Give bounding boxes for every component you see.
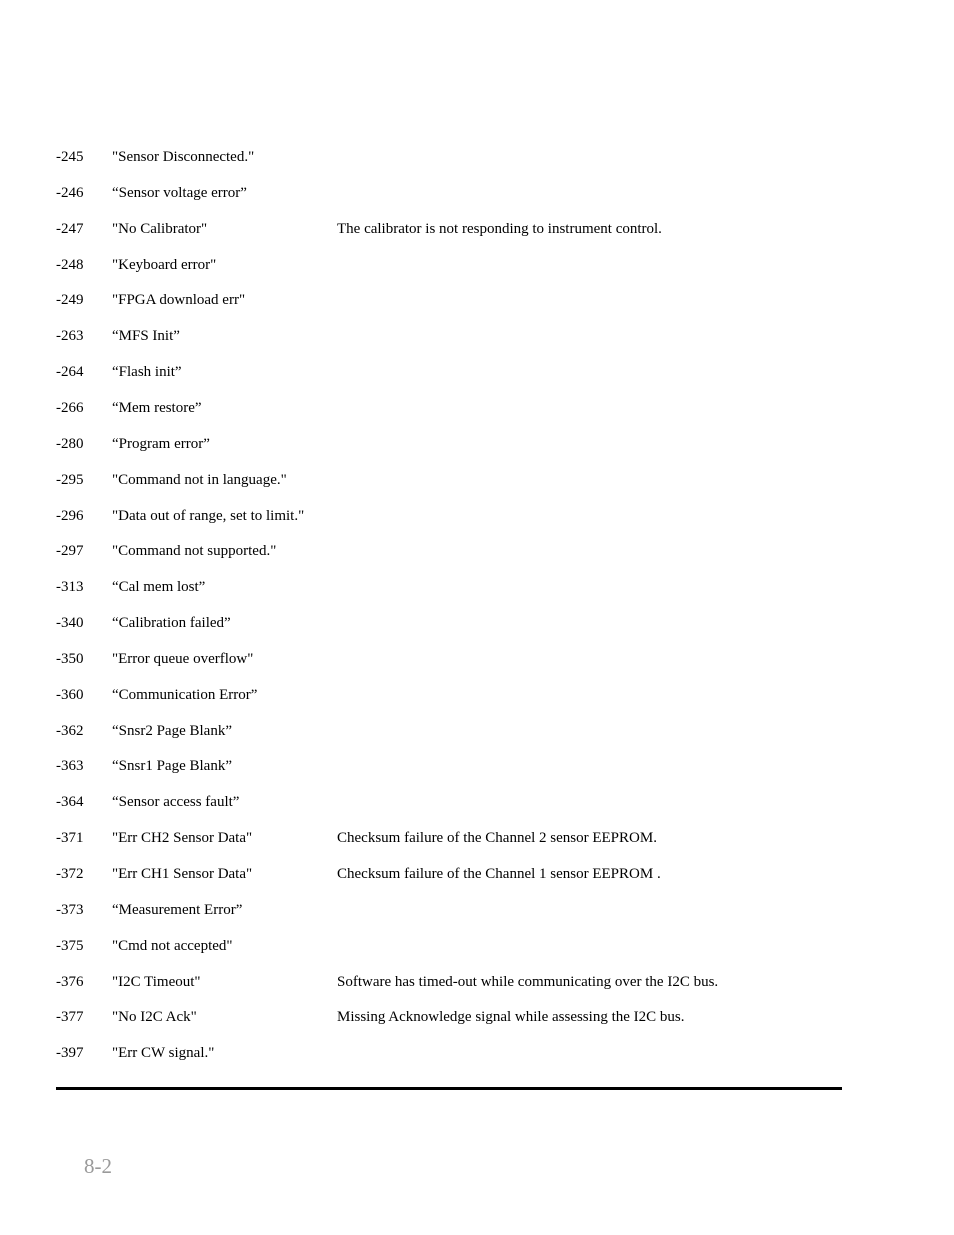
error-code: -295 bbox=[56, 472, 84, 488]
error-code: -280 bbox=[56, 436, 84, 452]
error-message: "Sensor Disconnected." bbox=[112, 149, 255, 165]
page-number: 8-2 bbox=[84, 1154, 112, 1178]
error-code: -296 bbox=[56, 508, 84, 524]
error-message: "Err CH2 Sensor Data" bbox=[112, 830, 253, 846]
error-row bbox=[0, 325, 954, 347]
error-message: “Measurement Error” bbox=[112, 902, 243, 918]
error-code: -376 bbox=[56, 974, 84, 990]
error-message: "Err CW signal." bbox=[112, 1045, 215, 1061]
error-code: -263 bbox=[56, 328, 84, 344]
error-message: "FPGA download err" bbox=[112, 292, 246, 308]
error-message: "No I2C Ack" bbox=[112, 1009, 197, 1025]
error-message: “Sensor voltage error” bbox=[112, 185, 247, 201]
error-description: Missing Acknowledge signal while assessing the I2C bus. bbox=[337, 1009, 685, 1025]
error-code: -246 bbox=[56, 185, 84, 201]
error-row bbox=[0, 182, 954, 204]
error-message: "I2C Timeout" bbox=[112, 974, 201, 990]
error-row bbox=[0, 433, 954, 455]
error-row bbox=[0, 254, 954, 276]
error-row bbox=[0, 146, 954, 168]
error-row bbox=[0, 791, 954, 813]
error-description: Checksum failure of the Channel 2 sensor EEPROM. bbox=[337, 830, 657, 846]
error-code: -313 bbox=[56, 579, 84, 595]
error-code: -397 bbox=[56, 1045, 84, 1061]
error-row bbox=[0, 612, 954, 634]
error-message: “Snsr1 Page Blank” bbox=[112, 758, 232, 774]
error-message: "Cmd not accepted" bbox=[112, 938, 233, 954]
error-description: The calibrator is not responding to instrument control. bbox=[337, 221, 662, 237]
error-row bbox=[0, 576, 954, 598]
error-code: -362 bbox=[56, 723, 84, 739]
error-message: “Program error” bbox=[112, 436, 210, 452]
error-row bbox=[0, 899, 954, 921]
error-row bbox=[0, 684, 954, 706]
error-code: -248 bbox=[56, 257, 84, 273]
error-message: "Command not supported." bbox=[112, 543, 277, 559]
error-code: -375 bbox=[56, 938, 84, 954]
error-message: “Cal mem lost” bbox=[112, 579, 206, 595]
error-row bbox=[0, 505, 954, 527]
error-message: “Snsr2 Page Blank” bbox=[112, 723, 232, 739]
error-code: -340 bbox=[56, 615, 84, 631]
error-code: -373 bbox=[56, 902, 84, 918]
bottom-rule bbox=[56, 1087, 842, 1090]
error-message: "Data out of range, set to limit." bbox=[112, 508, 305, 524]
error-row bbox=[0, 971, 954, 993]
error-message: "Keyboard error" bbox=[112, 257, 217, 273]
error-code: -297 bbox=[56, 543, 84, 559]
error-message: “Calibration failed” bbox=[112, 615, 231, 631]
error-message: “Communication Error” bbox=[112, 687, 258, 703]
error-description: Checksum failure of the Channel 1 sensor EEPROM . bbox=[337, 866, 661, 882]
error-message: “Flash init” bbox=[112, 364, 182, 380]
error-code: -372 bbox=[56, 866, 84, 882]
error-row bbox=[0, 218, 954, 240]
error-message: “Sensor access fault” bbox=[112, 794, 240, 810]
error-message: "No Calibrator" bbox=[112, 221, 208, 237]
error-row bbox=[0, 540, 954, 562]
error-code: -364 bbox=[56, 794, 84, 810]
error-code: -266 bbox=[56, 400, 84, 416]
error-message: "Error queue overflow" bbox=[112, 651, 254, 667]
error-row bbox=[0, 1042, 954, 1064]
error-row bbox=[0, 397, 954, 419]
error-code: -247 bbox=[56, 221, 84, 237]
error-code: -377 bbox=[56, 1009, 84, 1025]
error-row bbox=[0, 827, 954, 849]
error-message: “Mem restore” bbox=[112, 400, 202, 416]
error-code: -350 bbox=[56, 651, 84, 667]
error-code: -363 bbox=[56, 758, 84, 774]
error-description: Software has timed-out while communicating over the I2C bus. bbox=[337, 974, 719, 990]
error-code: -245 bbox=[56, 149, 84, 165]
error-message: "Command not in language." bbox=[112, 472, 287, 488]
error-row bbox=[0, 1006, 954, 1028]
error-code: -360 bbox=[56, 687, 84, 703]
error-row bbox=[0, 935, 954, 957]
error-message: “MFS Init” bbox=[112, 328, 180, 344]
error-row bbox=[0, 361, 954, 383]
error-row bbox=[0, 720, 954, 742]
error-row bbox=[0, 648, 954, 670]
error-row bbox=[0, 755, 954, 777]
error-row bbox=[0, 289, 954, 311]
error-code: -264 bbox=[56, 364, 84, 380]
error-code: -371 bbox=[56, 830, 84, 846]
error-code: -249 bbox=[56, 292, 84, 308]
error-message: "Err CH1 Sensor Data" bbox=[112, 866, 253, 882]
error-row bbox=[0, 863, 954, 885]
error-row bbox=[0, 469, 954, 491]
